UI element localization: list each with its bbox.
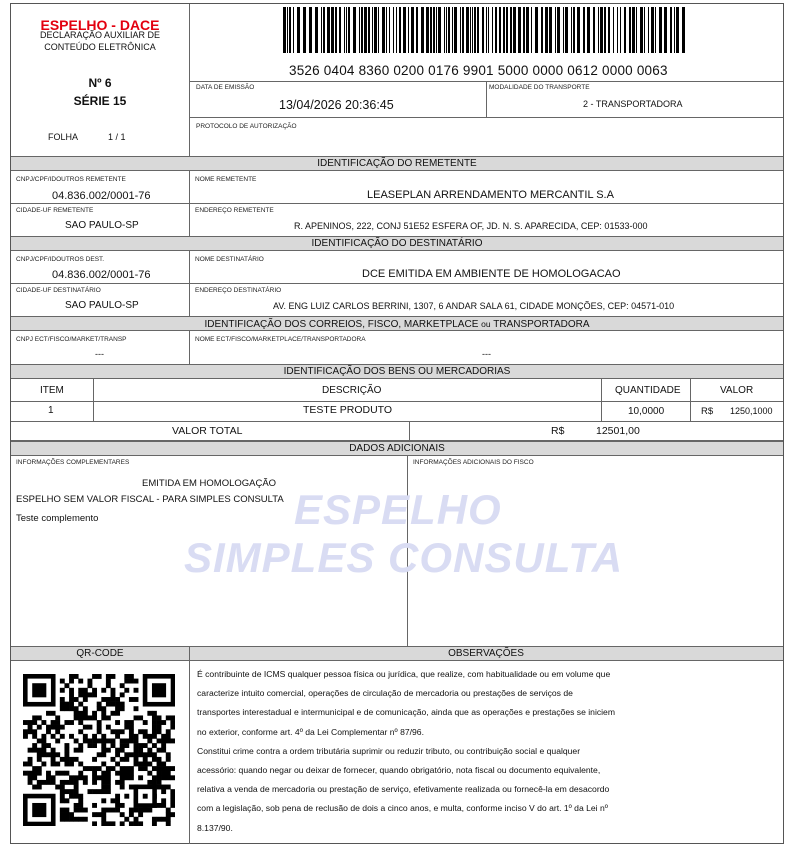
document-subtitle-1: DECLARAÇÃO AUXILIAR DE <box>39 30 161 40</box>
remetente-nome-label: NOME REMETENTE <box>195 176 257 183</box>
destinatario-cnpj-value: 04.836.002/0001-76 <box>52 269 151 281</box>
remetente-cnpj-value: 04.836.002/0001-76 <box>52 190 151 202</box>
section-dados-adicionais: DADOS ADICIONAIS <box>11 441 783 456</box>
remetente-cidade-label: CIDADE-UF REMETENTE <box>16 207 94 214</box>
barcode <box>281 7 691 54</box>
bens-row-currency: R$ <box>701 406 714 417</box>
section-correios-title-end: TRANSPORTADORA <box>493 319 590 330</box>
info-line-1: EMITIDA EM HOMOLOGAÇÃO <box>142 478 277 489</box>
correios-nome-value: --- <box>482 349 491 359</box>
section-qrcode: QR-CODE <box>76 648 124 659</box>
observacao-line: caracterize intuito comercial, operações de circulação de mercadoria ou prestações de serviços de <box>197 688 573 699</box>
destinatario-nome-label: NOME DESTINATÁRIO <box>195 256 264 263</box>
bens-row-item: 1 <box>48 405 54 416</box>
observacao-line: Constitui crime contra a ordem tributária suprimir ou reduzir tributo, ou contribuição social e qualquer <box>197 745 581 756</box>
observacao-line: 8.137/90. <box>197 822 233 833</box>
bens-row-descricao: TESTE PRODUTO <box>303 404 393 416</box>
section-remetente: IDENTIFICAÇÃO DO REMETENTE <box>11 156 783 171</box>
bens-header-valor: VALOR <box>720 385 754 396</box>
destinatario-cnpj-label: CNPJ/CPF/IDOUTROS DEST. <box>16 256 105 263</box>
section-correios-title-main: IDENTIFICAÇÃO DOS CORREIOS, FISCO, MARKETPLACE <box>204 319 479 330</box>
info-line-2: ESPELHO SEM VALOR FISCAL - PARA SIMPLES CONSULTA <box>16 494 284 505</box>
observacao-line: É contribuinte de ICMS qualquer pessoa física ou jurídica, que realize, com habitualidade ou em volume que <box>197 669 611 679</box>
protocol-label: PROTOCOLO DE AUTORIZAÇÃO <box>196 123 297 130</box>
destinatario-cidade-label: CIDADE-UF DESTINATÁRIO <box>16 287 101 294</box>
section-correios <box>11 316 783 331</box>
destinatario-nome-value: DCE EMITIDA EM AMBIENTE DE HOMOLOGACAO <box>362 268 621 280</box>
section-bens: IDENTIFICAÇÃO DOS BENS OU MERCADORIAS <box>11 364 783 379</box>
bens-header-item: ITEM <box>40 385 64 396</box>
document-title: ESPELHO - DACE <box>40 17 160 33</box>
total-currency: R$ <box>551 425 565 437</box>
document-series: SÉRIE 15 <box>73 94 127 108</box>
emission-label: DATA DE EMISSÃO <box>196 84 255 91</box>
section-correios-title-ou: ou <box>481 319 491 329</box>
info-fisco-label: INFORMAÇÕES ADICIONAIS DO FISCO <box>413 459 534 466</box>
bens-header-descricao: DESCRIÇÃO <box>322 385 382 396</box>
transport-label: MODALIDADE DO TRANSPORTE <box>489 84 590 91</box>
correios-cnpj-label: CNPJ ECT/FISCO/MARKET/TRANSP <box>16 336 127 343</box>
section-observacoes: OBSERVAÇÕES <box>448 648 524 659</box>
correios-nome-label: NOME ECT/FISCO/MARKETPLACE/TRANSPORTADORA <box>195 336 366 343</box>
folha-value: 1 / 1 <box>108 132 126 142</box>
remetente-cidade-value: SAO PAULO-SP <box>65 220 139 231</box>
access-key: 3526 0404 8360 0200 0176 9901 5000 0000 0612 0000 0063 <box>289 63 668 78</box>
observacao-line: acessório: quando negar ou deixar de fornecer, quando obrigatório, nota fiscal ou documento equivalente, <box>197 765 601 775</box>
section-destinatario: IDENTIFICAÇÃO DO DESTINATÁRIO <box>11 236 783 251</box>
remetente-nome-value: LEASEPLAN ARRENDAMENTO MERCANTIL S.A <box>367 189 614 201</box>
info-complementares-label: INFORMAÇÕES COMPLEMENTARES <box>16 459 130 466</box>
remetente-cnpj-label: CNPJ/CPF/IDOUTROS REMETENTE <box>16 176 126 183</box>
correios-cnpj-value: --- <box>95 349 104 359</box>
transport-value: 2 - TRANSPORTADORA <box>583 99 683 109</box>
watermark-simples-consulta: SIMPLES CONSULTA <box>184 534 624 581</box>
bens-row-valor: 1250,1000 <box>730 406 773 416</box>
remetente-endereco-value: R. APENINOS, 222, CONJ 51E52 ESFERA OF, JD. N. S. APARECIDA, CEP: 01533-000 <box>294 221 648 231</box>
observacao-line: relativa a venda de mercadoria ou prestação de serviço, efetivamente realizada ou fornecê-la em desacordo <box>197 784 610 795</box>
total-label: VALOR TOTAL <box>172 425 243 437</box>
dace-document <box>10 3 784 844</box>
document-number: Nº 6 <box>88 76 112 90</box>
observacao-line: no exterior, conforme art. 4º da Lei Complementar nº 87/96. <box>197 726 424 737</box>
total-value: 12501,00 <box>596 425 640 437</box>
emission-value: 13/04/2026 20:36:45 <box>279 98 394 112</box>
document-subtitle-2: CONTEÚDO ELETRÔNICA <box>44 42 156 52</box>
observacao-line: com a legislação, sob pena de reclusão de dois a cinco anos, e multa, conforme inciso V do art. 1º da Lei nº <box>197 803 608 814</box>
bens-header-quantidade: QUANTIDADE <box>615 385 681 396</box>
remetente-endereco-label: ENDEREÇO REMETENTE <box>195 207 274 214</box>
watermark-espelho: ESPELHO <box>294 486 502 533</box>
destinatario-endereco-value: AV. ENG LUIZ CARLOS BERRINI, 1307, 6 ANDAR SALA 61, CIDADE MONÇÕES, CEP: 04571-010 <box>273 301 675 311</box>
qr-code <box>23 674 175 826</box>
bens-row-quantidade: 10,0000 <box>628 406 665 417</box>
destinatario-cidade-value: SAO PAULO-SP <box>65 300 139 311</box>
observacao-line: transportes interestadual e intermunicipal e de comunicação, ainda que as operações e prestações se iniciem <box>197 707 615 718</box>
folha-label: FOLHA <box>48 132 79 142</box>
destinatario-endereco-label: ENDEREÇO DESTINATÁRIO <box>195 287 282 294</box>
info-line-3: Teste complemento <box>16 513 99 524</box>
